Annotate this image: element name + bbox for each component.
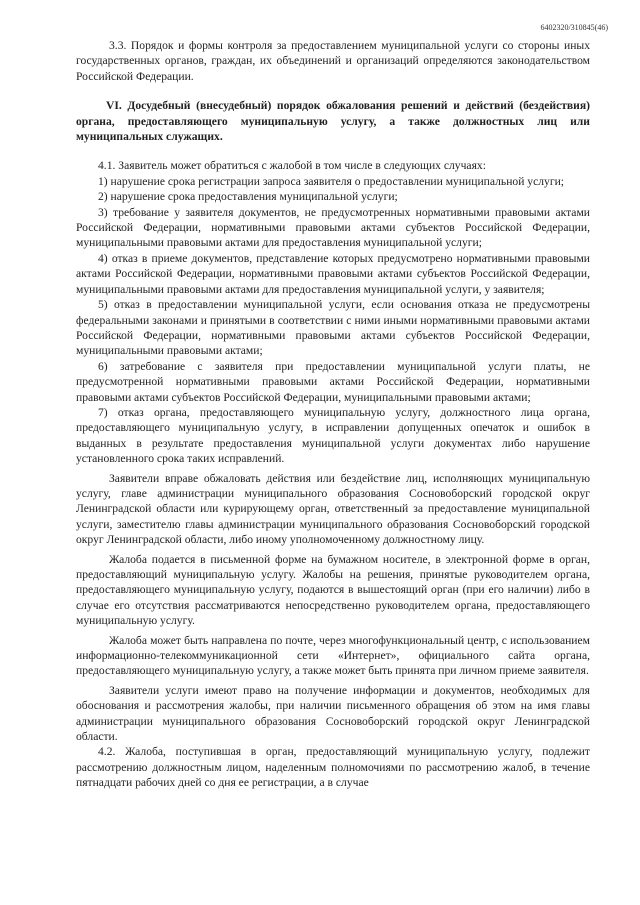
paragraph-complaint-form: Жалоба подается в письменной форме на бумажном носителе, в электронной форме в орган, предоставляющий муниципальную услугу. Жалобы на решения, принятые руководителем органа, предоставляющего муниципальную услугу, подаются в вышестоящий орган (при его наличии) либо в случае его отсутствия рассматриваются непосредственно руководителем органа, предоставляющего муниципальную услугу. [76, 552, 590, 628]
list-item: 7) отказ органа, предоставляющего муниципальную услугу, должностного лица органа, предоставляющего муниципальную услугу, в исправлении допущенных опечаток и ошибок в выданных в результате предоставления муниципальной услуги документах либо нарушение установленного срока таких исправлений. [76, 405, 590, 466]
list-item: 4) отказ в приеме документов, представление которых предусмотрено нормативными правовыми актами Российской Федерации, нормативными правовыми актами субъектов Российской Федерации, муниципальными правовыми актами для предоставления муниципальной услуги, у заявителя; [76, 251, 590, 296]
list-item: 3) требование у заявителя документов, не предусмотренных нормативными правовыми актами Российской Федерации, нормативными правовыми актами субъектов Российской Федерации, муниципальными правовыми актами для предоставления муниципальной услуги; [76, 205, 590, 250]
paragraph-3-3: 3.3. Порядок и формы контроля за предоставлением муниципальной услуги со стороны иных государственных органов, граждан, их объединений и организаций определяются законодательством Российской Федерации. [76, 39, 590, 83]
paragraph-4-1: 4.1. Заявитель может обратиться с жалобой в том числе в следующих случаях: [98, 159, 486, 173]
paragraph-info-right: Заявители услуги имеют право на получение информации и документов, необходимых для обоснования и рассмотрения жалобы, при наличии письменного обращения об этом на имя главы администрации муниципального образования Сосновоборский городской округ Ленинградской области. [76, 683, 590, 744]
paragraph-complaint-post: Жалоба может быть направлена по почте, через многофункциональный центр, с использованием информационно-телекоммуникационной сети «Интернет», официального сайта органа, предоставляющего муниципальную услугу, а также может быть принята при личном приеме заявителя. [76, 633, 590, 678]
list-item: 1) нарушение срока регистрации запроса заявителя о предоставлении муниципальной услуги; [98, 174, 565, 188]
section-heading: VI. Досудебный (внесудебный) порядок обжалования решений и действий (бездействия) органа, предоставляющего муниципальную услугу, а также должностных лиц или муниципальных служащих. [76, 99, 590, 144]
list-item: 6) затребование с заявителя при предоставлении муниципальной услуги платы, не предусмотренной нормативными правовыми актами Российской Федерации, нормативными правовыми актами субъектов Российской Федерации, муниципальными правовыми актами; [76, 359, 590, 404]
list-item: 5) отказ в предоставлении муниципальной услуги, если основания отказа не предусмотрены федеральными законами и принятыми в соответствии с ними иными нормативными правовыми актами Российской Федерации, нормативными правовыми актами субъектов Российской Федерации, муниципальными правовыми актами; [76, 298, 590, 358]
document-id: 6402320/310845(46) [540, 23, 608, 32]
cases-list [76, 174, 590, 467]
list-item: 2) нарушение срока предоставления муниципальной услуги; [98, 190, 398, 204]
paragraph-appeal-right: Заявители вправе обжаловать действия или бездействие лиц, исполняющих муниципальную услугу, главе администрации муниципального образования Сосновоборский городской округ Ленинградской области или курирующему орган, ответственный за предоставление муниципальной услуги, заместителю главы администрации муниципального образования Сосновоборский городской округ Ленинградской области, либо иному уполномоченному должностному лицу. [76, 471, 590, 547]
paragraph-4-2: 4.2. Жалоба, поступившая в орган, предоставляющий муниципальную услугу, подлежит рассмотрению должностным лицом, наделенным полномочиями по рассмотрению жалоб, в течение пятнадцати рабочих дней со дня ее регистрации, а в случае [76, 745, 590, 790]
